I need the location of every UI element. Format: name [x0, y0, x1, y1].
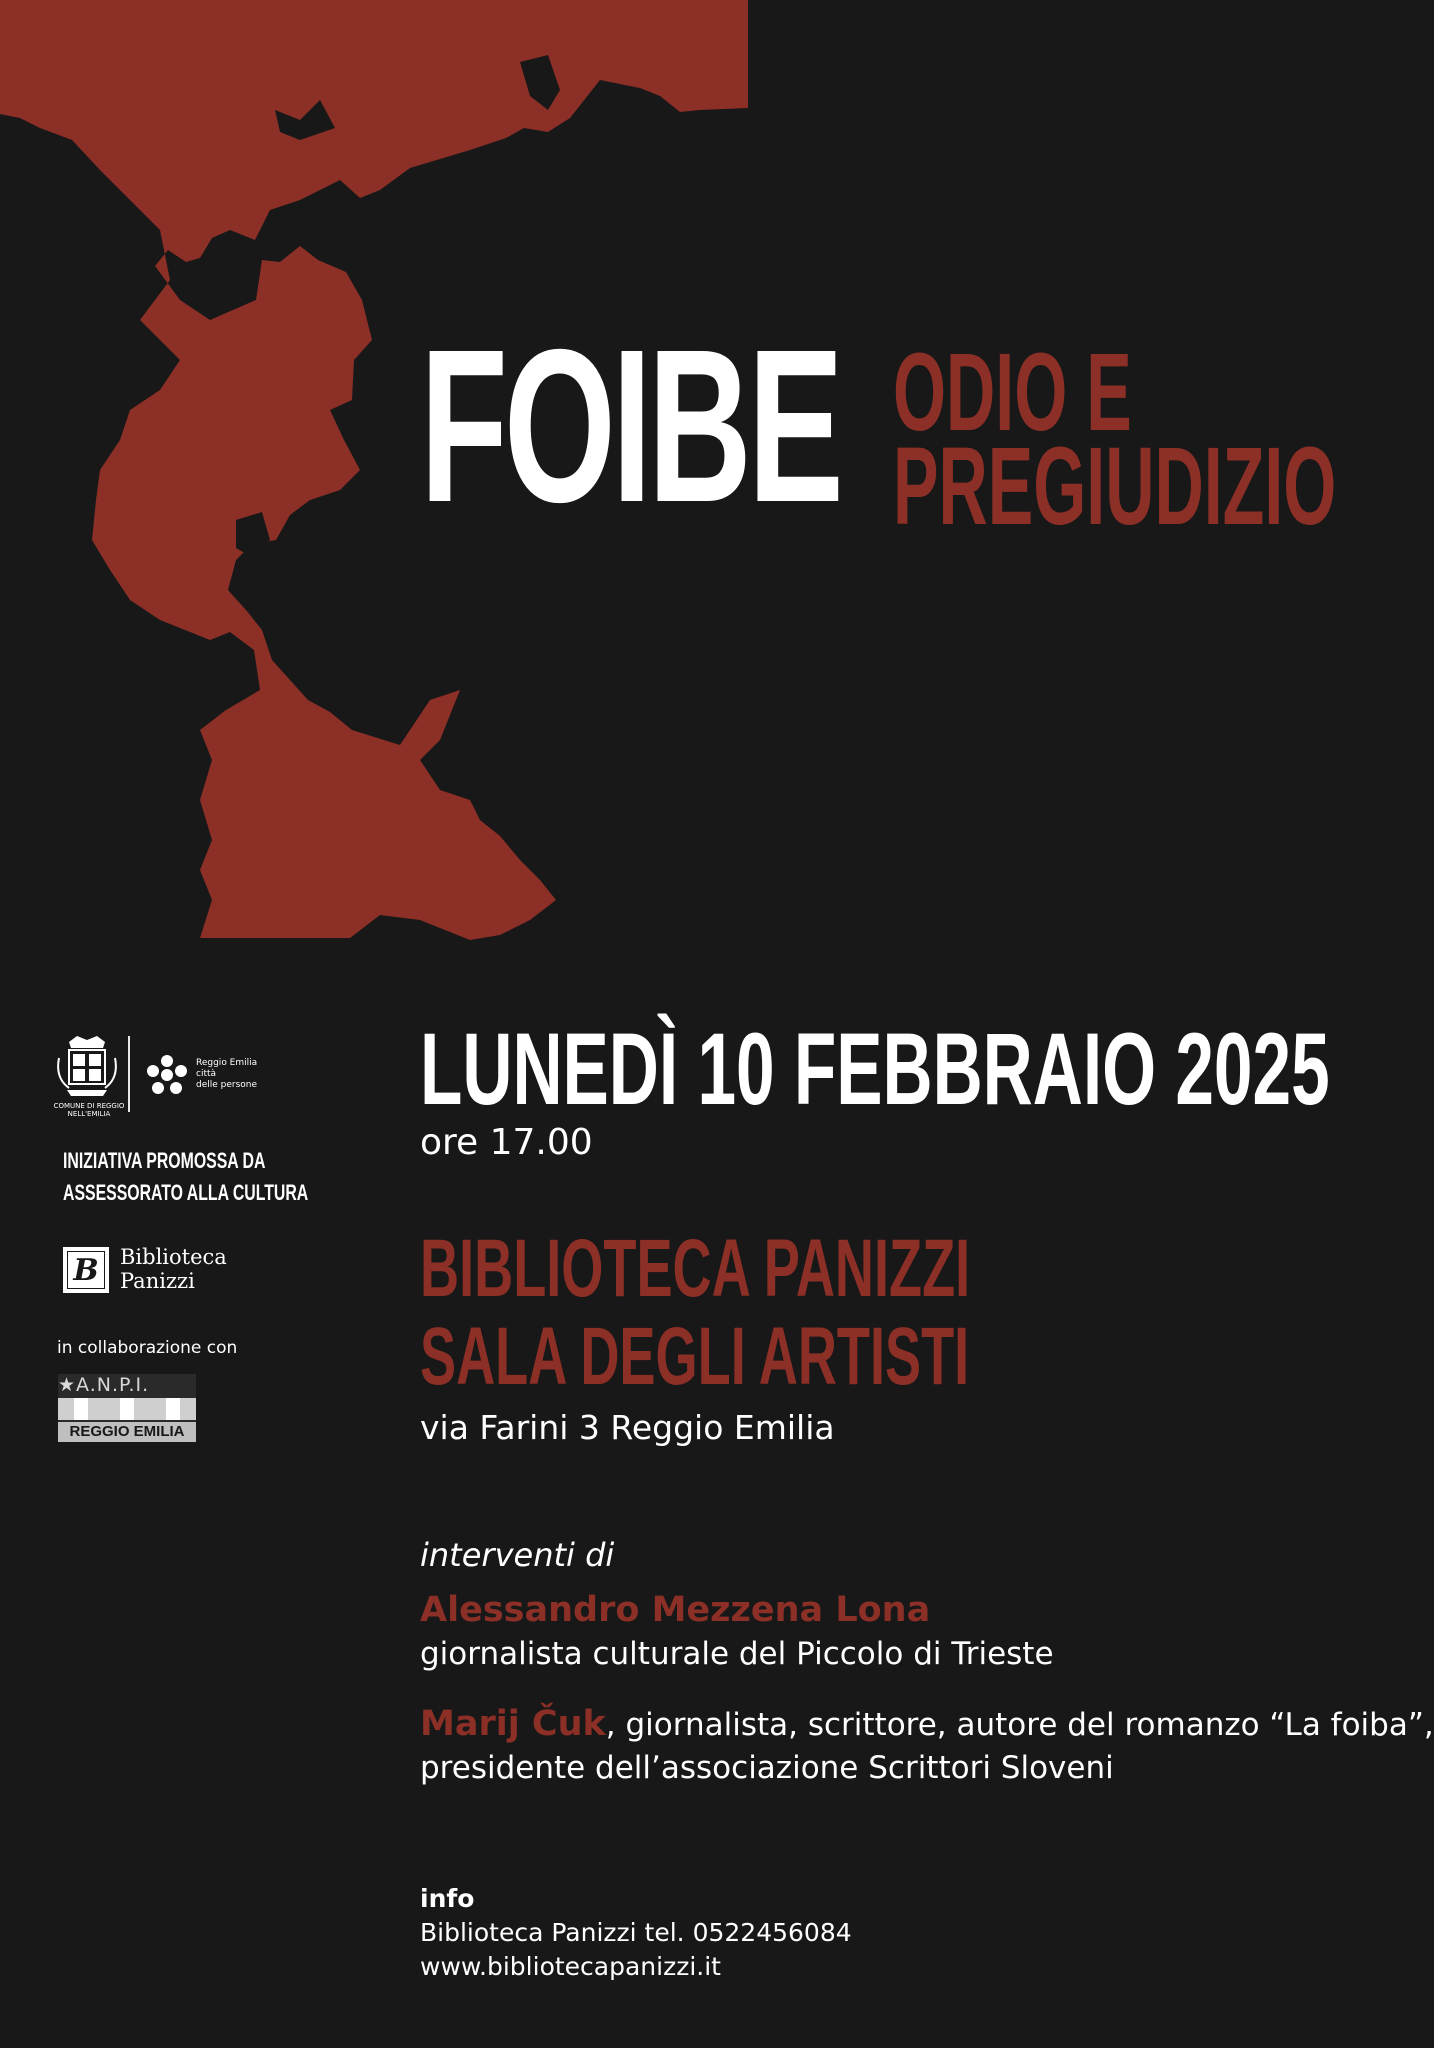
title-main: FOIBE [420, 305, 840, 548]
promo-line1: INIZIATIVA PROMOSSA DA [63, 1148, 266, 1173]
title-subtitle-line1: ODIO E [893, 331, 1132, 454]
reggio-text-line1: Reggio Emilia [196, 1058, 258, 1068]
speaker-2-role-line1: , giornalista, scrittore, autore del romanzo “La foiba”, [605, 1707, 1434, 1743]
reggio-emilia-flower-icon [144, 1052, 190, 1098]
event-time: ore 17.00 [420, 1122, 593, 1163]
speaker-1-role: giornalista culturale del Piccolo di Trieste [420, 1636, 1054, 1672]
comune-logo-text: COMUNE DI REGGIO NELL'EMILIA [53, 1102, 125, 1119]
promo-line2: ASSESSORATO ALLA CULTURA [63, 1180, 309, 1205]
anpi-logo [58, 1374, 196, 1442]
speaker-1-name: Alessandro Mezzena Lona [420, 1590, 931, 1630]
venue-address: via Farini 3 Reggio Emilia [420, 1408, 835, 1447]
info-label: info [420, 1884, 475, 1913]
speaker-2-name: Marij Čuk [420, 1704, 606, 1744]
star-icon: ★ [58, 1374, 77, 1396]
biblioteca-mark: B [67, 1251, 105, 1289]
venue-line2: SALA DEGLI ARTISTI [420, 1311, 970, 1402]
anpi-logo-bar [166, 1398, 180, 1420]
anpi-logo-city: REGGIO EMILIA [58, 1422, 196, 1442]
biblioteca-panizzi-logo [63, 1247, 109, 1293]
title-subtitle-line2: PREGIUDIZIO [893, 425, 1337, 548]
reggio-text-line3: delle persone [196, 1079, 258, 1090]
comune-crest-icon [55, 1034, 119, 1100]
anpi-logo-bar [120, 1398, 134, 1420]
info-website[interactable]: www.bibliotecapanizzi.it [420, 1952, 721, 1981]
reggio-emilia-logo-text [196, 1058, 257, 1090]
info-phone: Biblioteca Panizzi tel. 0522456084 [420, 1918, 852, 1947]
logo-divider [128, 1036, 130, 1112]
reggio-text-line2: città [196, 1068, 217, 1079]
event-date: LUNEDÌ 10 FEBBRAIO 2025 [420, 1012, 1330, 1126]
biblioteca-logo-line2: Panizzi [120, 1269, 195, 1293]
anpi-logo-bar [74, 1398, 88, 1420]
anpi-logo-name: A.N.P.I. [76, 1374, 150, 1396]
biblioteca-logo-line1: Biblioteca [120, 1245, 227, 1269]
venue-line1: BIBLIOTECA PANIZZI [420, 1223, 971, 1314]
speakers-intro: interventi di [420, 1536, 615, 1574]
anpi-logo-top [58, 1374, 196, 1396]
speaker-2-role-line2: presidente dell’associazione Scrittori Sloveni [420, 1750, 1114, 1786]
speaker-2-line [420, 1704, 1434, 1744]
collaboration-label: in collaborazione con [57, 1338, 238, 1358]
